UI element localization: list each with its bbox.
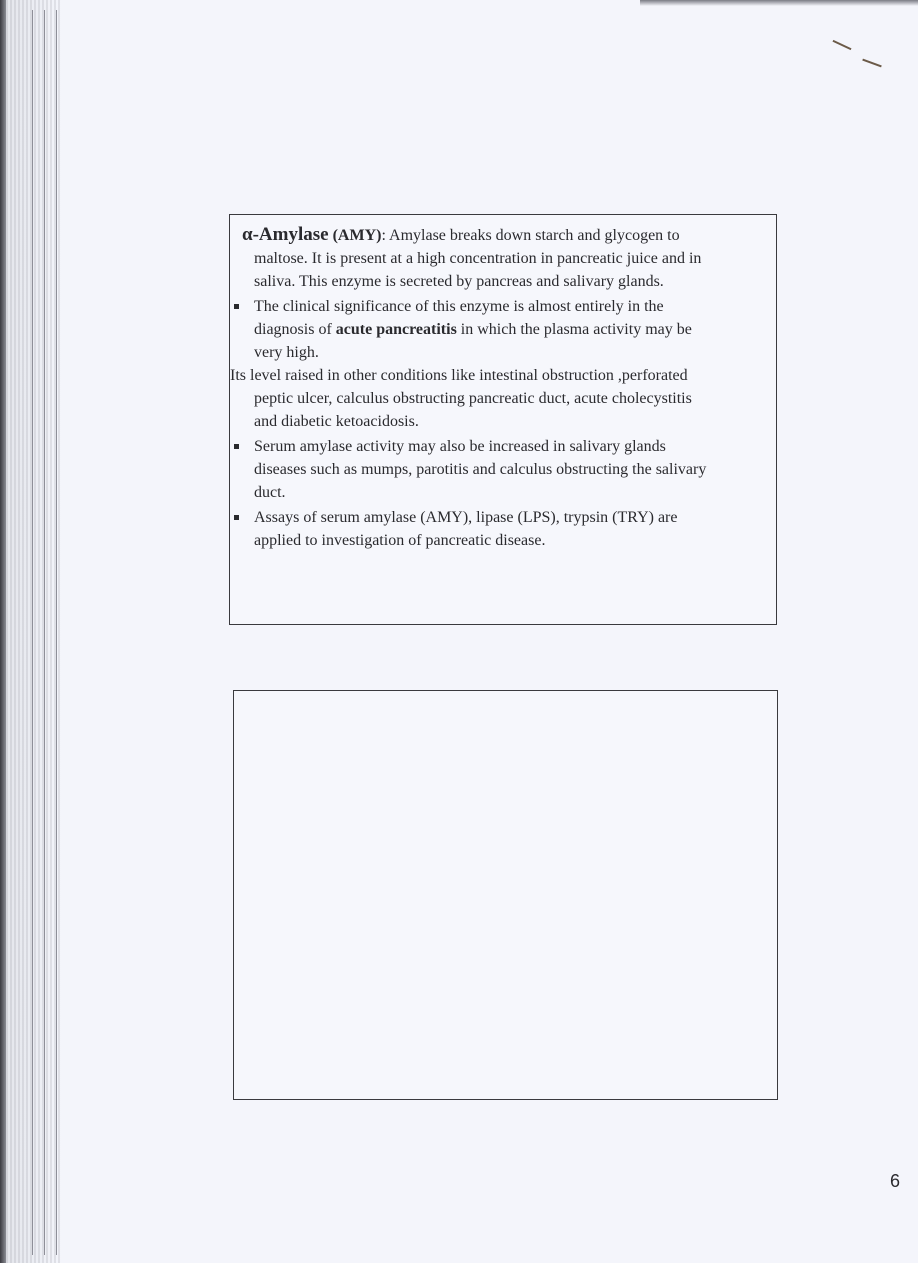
square-bullet-icon [234, 515, 239, 520]
bold-term: acute pancreatitis [335, 321, 457, 338]
square-bullet-icon [234, 444, 239, 449]
slide-blank [233, 690, 778, 1100]
page-number: 6 [890, 1171, 901, 1191]
bullet-salivary-diseases [230, 435, 766, 504]
pen-mark [862, 59, 881, 68]
heading-line [230, 223, 766, 247]
heading-text: : Amylase breaks down starch and glycogen to [381, 227, 680, 244]
square-bullet-icon [234, 304, 239, 309]
bullet-line: very high. [254, 344, 319, 361]
paragraph-other-conditions [230, 364, 766, 433]
paragraph-line: Its level raised in other conditions like intestinal obstruction ,perforated [230, 367, 688, 384]
paragraph-line: and diabetic ketoacidosis. [254, 413, 419, 430]
bullet-line: diseases such as mumps, parotitis and calculus obstructing the salivary [254, 461, 707, 478]
text-run: diagnosis of [254, 321, 336, 338]
heading-line-3: saliva. This enzyme is secreted by pancreas and salivary glands. [254, 273, 664, 290]
binding-strip [0, 0, 62, 1263]
binding-line [56, 10, 57, 1255]
bullet-line [254, 318, 766, 341]
heading-term: α-Amylase [242, 224, 329, 245]
bullet-line: applied to investigation of pancreatic disease. [254, 532, 546, 549]
slide-content [230, 215, 776, 552]
bullet-assays [230, 506, 766, 552]
text-run: in which the plasma activity may be [456, 321, 692, 338]
paragraph-line: peptic ulcer, calculus obstructing pancreatic duct, acute cholecystitis [254, 390, 692, 407]
bullet-line: The clinical significance of this enzyme is almost entirely in the [254, 298, 664, 315]
bullet-line: Assays of serum amylase (AMY), lipase (LPS), trypsin (TRY) are [254, 509, 678, 526]
slide-amylase [229, 214, 777, 625]
binding-line [32, 10, 33, 1255]
heading-line-2: maltose. It is present at a high concentration in pancreatic juice and in [254, 250, 702, 267]
pen-mark [833, 40, 852, 50]
bullet-clinical-significance [230, 295, 766, 364]
binding-edge [0, 0, 6, 1263]
bullet-line: Serum amylase activity may also be increased in salivary glands [254, 438, 666, 455]
binding-line [44, 10, 45, 1255]
page-edge-shadow [640, 0, 918, 6]
bullet-line: duct. [254, 484, 286, 501]
heading-abbr: (AMY) [332, 227, 382, 244]
